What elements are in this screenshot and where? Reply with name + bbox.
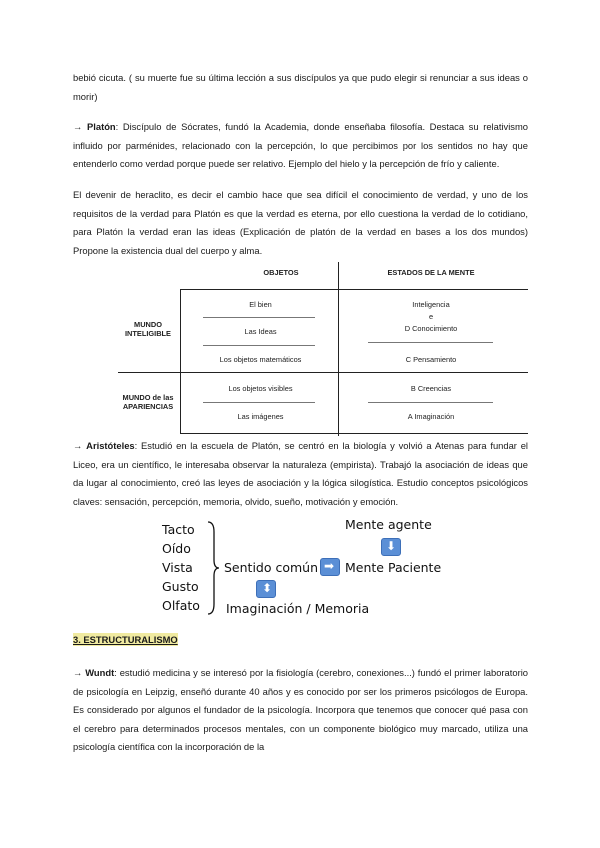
mente-agente-label: Mente agente xyxy=(345,517,432,532)
paragraph-socrates-end: bebió cicuta. ( su muerte fue su última lección a sus discípulos ya que pudo elegir si renunciar a sus ideas o morir) xyxy=(73,72,528,102)
sense-olfato: Olfato xyxy=(162,598,200,613)
arrow-updown-icon xyxy=(256,580,276,598)
arrow-icon: → xyxy=(73,667,83,678)
sentido-comun-label: Sentido común xyxy=(224,560,319,575)
cell-separator xyxy=(203,345,315,346)
arrow-right-icon xyxy=(320,558,340,576)
cell-separator xyxy=(203,402,315,403)
plato-two-worlds-table xyxy=(118,262,528,436)
estado-item: e xyxy=(428,312,434,321)
cell-separator xyxy=(368,402,493,403)
row-label-inteligible: MUNDO INTELIGIBLE xyxy=(125,320,171,338)
table-bottom-border xyxy=(180,433,528,434)
paragraph-aristoteles xyxy=(73,437,528,511)
paragraph-platon xyxy=(73,118,528,174)
sense-tacto: Tacto xyxy=(162,522,195,537)
cell-separator xyxy=(203,317,315,318)
objeto-item: Los objetos matemáticos xyxy=(219,355,302,364)
arrow-icon: → xyxy=(73,440,83,451)
arrow-updown-glyph: ⬍ xyxy=(262,581,273,595)
arrow-right-glyph: ➡ xyxy=(324,559,335,573)
aristoteles-text: : Estudió en la escuela de Platón, se centró en la biología y volvió a Atenas para fundar el Liceo, era un científico, le interesaba observar la naturaleza (empirista). Trabajó la asociación de ideas que da lugar al conocimiento, creó las leyes de asociación y la lógica silogística. Estudio conceptos psicológicos claves: sensación, percepción, memoria, olvido, sueño, motivación y emoción. xyxy=(73,440,528,507)
cell-separator xyxy=(368,342,493,343)
paragraph-wundt xyxy=(73,664,528,757)
imaginacion-memoria-label: Imaginación / Memoria xyxy=(226,601,370,616)
objeto-item: Las imágenes xyxy=(237,412,284,421)
table-top-border xyxy=(180,289,528,290)
table-left-border xyxy=(180,289,181,434)
aristotle-mind-diagram xyxy=(150,514,450,620)
estado-item: A Imaginación xyxy=(407,412,455,421)
table-header-estados: ESTADOS DE LA MENTE xyxy=(387,268,475,277)
curly-brace-icon xyxy=(206,520,220,616)
platon-name: Platón xyxy=(87,121,116,132)
sense-gusto: Gusto xyxy=(162,579,199,594)
aristoteles-name: Aristóteles xyxy=(86,440,135,451)
estado-item: B Creencias xyxy=(410,384,452,393)
arrow-down-glyph: ⬇ xyxy=(386,539,397,553)
platon-text: : Discípulo de Sócrates, fundó la Academia, donde enseñaba filosofía. Destaca su relativismo influido por parménides, relacionado con la percepción, lo que percibimos por los sentidos no hay que entenderlo como verdad porque puede ser relativo. Ejemplo del hielo y la percepción de frío y caliente. xyxy=(73,121,528,170)
section-heading-estructuralismo: 3. ESTRUCTURALISMO xyxy=(73,634,178,645)
paragraph-heraclito: El devenir de heraclito, es decir el cambio hace que sea difícil el conocimiento de verdad, y uno de los requisitos de la verdad para Platón es que la verdad es eterna, por ello cuestiona la verdad de lo cotidiano, para Platón la verdad eran las ideas (Explicación de platón de la verdad en bases a los dos mundos) Propone la existencia dual del cuerpo y alma. xyxy=(73,189,528,256)
objeto-item: El bien xyxy=(249,300,272,309)
wundt-text: : estudió medicina y se interesó por la fisiología (cerebro, conexiones...) fundó el primer laboratorio de psicología en Leipzig, enseñó durante 40 años y es conocido por ser los primeros psicólogos de Europa. Es considerado por algunos el fundador de la psicología. Incorpora que tenemos que conocer qué pasa con el cerebro para determinados procesos mentales, con un componente biológico muy marcado, utiliza una psicología científica con la incorporación de la xyxy=(73,667,529,753)
sense-oido: Oído xyxy=(162,541,191,556)
mente-paciente-label: Mente Paciente xyxy=(345,560,442,575)
wundt-name: Wundt xyxy=(85,667,115,678)
sense-vista: Vista xyxy=(162,560,193,575)
arrow-icon: → xyxy=(73,121,83,132)
arrow-down-icon xyxy=(381,538,401,556)
row-label-apariencias: MUNDO de las APARIENCIAS xyxy=(122,393,174,411)
table-header-objetos: OBJETOS xyxy=(263,268,299,277)
objeto-item: Las Ideas xyxy=(244,327,277,336)
estado-item: D Conocimiento xyxy=(404,324,458,333)
estado-item: Inteligencia xyxy=(412,300,450,309)
estado-item: C Pensamiento xyxy=(405,355,457,364)
objeto-item: Los objetos visibles xyxy=(228,384,293,393)
